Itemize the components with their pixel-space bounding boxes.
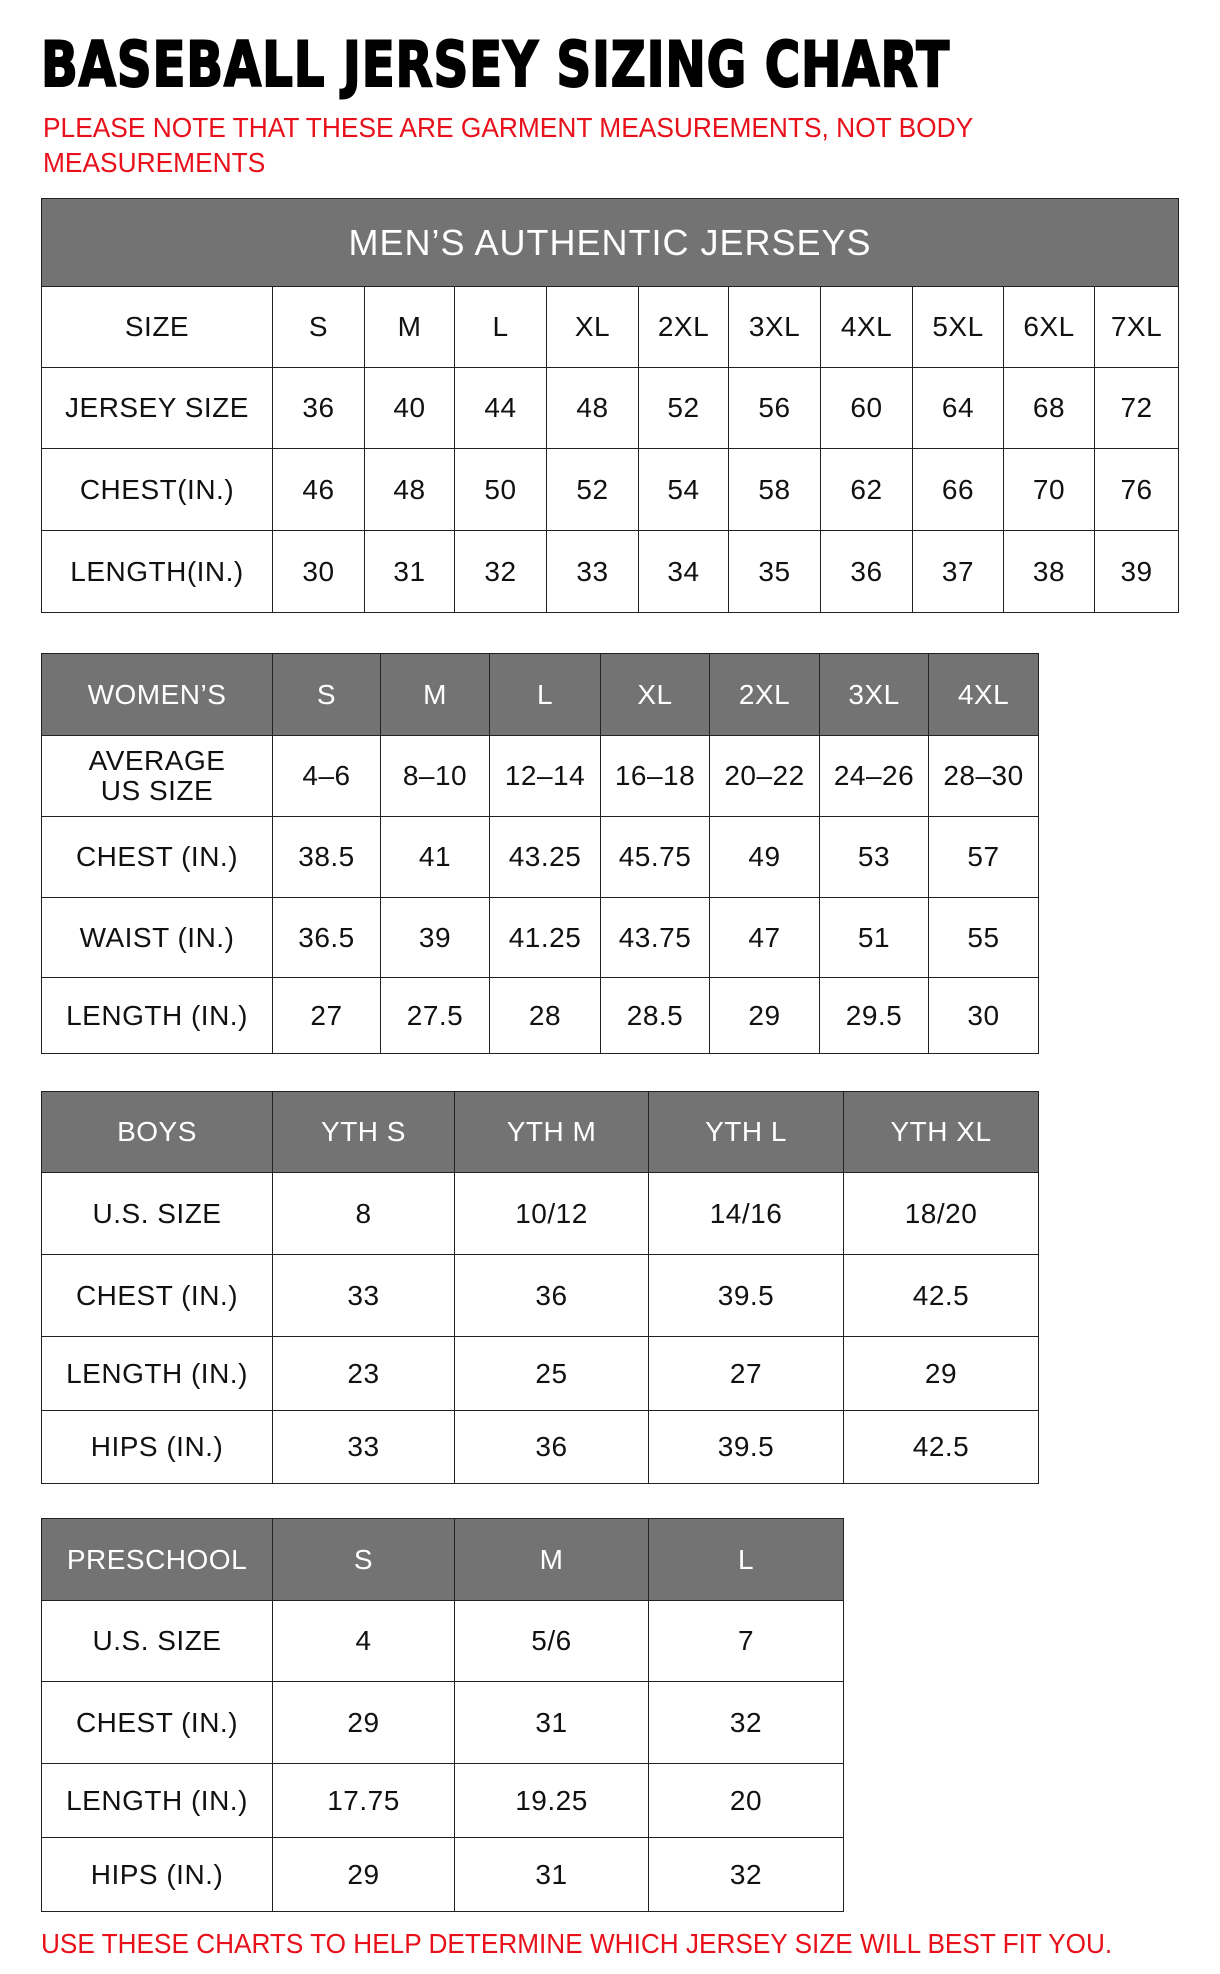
table-cell: 36 xyxy=(455,1255,649,1337)
table-cell: 49 xyxy=(710,817,820,898)
table-cell: 51 xyxy=(820,898,929,978)
table-cell: 33 xyxy=(547,531,639,613)
table-cell: 20 xyxy=(649,1764,844,1838)
table-cell: 28 xyxy=(490,978,601,1054)
table-cell: 50 xyxy=(455,449,547,531)
table-cell: 4–6 xyxy=(273,736,381,817)
table-cell: 52 xyxy=(639,368,729,449)
table-cell: 60 xyxy=(821,368,913,449)
row-label: LENGTH (IN.) xyxy=(42,1337,273,1411)
page-title: BASEBALL JERSEY SIZING CHART xyxy=(41,28,951,101)
size-column-header: 4XL xyxy=(929,654,1039,736)
table-cell: 58 xyxy=(729,449,821,531)
header-row xyxy=(42,654,1039,736)
row-label: AVERAGE US SIZE xyxy=(42,736,273,817)
table-cell: 27.5 xyxy=(381,978,490,1054)
row-label: HIPS (IN.) xyxy=(42,1411,273,1484)
table-row xyxy=(42,449,1179,531)
size-column-header: XL xyxy=(547,287,639,368)
table-cell: 70 xyxy=(1004,449,1095,531)
table-cell: 37 xyxy=(913,531,1004,613)
table-cell: 31 xyxy=(455,1682,649,1764)
table-row xyxy=(42,1601,844,1682)
table-cell: 45.75 xyxy=(601,817,710,898)
header-label: BOYS xyxy=(42,1092,273,1173)
table-cell: 25 xyxy=(455,1337,649,1411)
table-cell: 4 xyxy=(273,1601,455,1682)
table-cell: 68 xyxy=(1004,368,1095,449)
table-cell: 48 xyxy=(365,449,455,531)
table-row xyxy=(42,1682,844,1764)
table-cell: 32 xyxy=(455,531,547,613)
table-row xyxy=(42,531,1179,613)
table-row xyxy=(42,736,1039,817)
header-row xyxy=(42,1092,1039,1173)
size-column-header: XL xyxy=(601,654,710,736)
table-cell: 30 xyxy=(929,978,1039,1054)
table-cell: 46 xyxy=(273,449,365,531)
table-cell: 31 xyxy=(365,531,455,613)
row-label: CHEST(IN.) xyxy=(42,449,273,531)
table-cell: 29 xyxy=(273,1838,455,1912)
row-label: CHEST (IN.) xyxy=(42,817,273,898)
size-column-header: YTH XL xyxy=(844,1092,1039,1173)
table-cell: 28.5 xyxy=(601,978,710,1054)
table-row xyxy=(42,817,1039,898)
size-column-header: YTH L xyxy=(649,1092,844,1173)
table-cell: 19.25 xyxy=(455,1764,649,1838)
table-cell: 33 xyxy=(273,1255,455,1337)
table-cell: 31 xyxy=(455,1838,649,1912)
table-cell: 20–22 xyxy=(710,736,820,817)
table-cell: 62 xyxy=(821,449,913,531)
table-cell: 39.5 xyxy=(649,1411,844,1484)
table-cell: 41.25 xyxy=(490,898,601,978)
row-label: LENGTH (IN.) xyxy=(42,1764,273,1838)
table-cell: 29 xyxy=(710,978,820,1054)
row-label: JERSEY SIZE xyxy=(42,368,273,449)
size-column-header: M xyxy=(381,654,490,736)
table-row xyxy=(42,1337,1039,1411)
size-column-header: 6XL xyxy=(1004,287,1095,368)
table-cell: 28–30 xyxy=(929,736,1039,817)
table-cell: 43.25 xyxy=(490,817,601,898)
table-cell: 23 xyxy=(273,1337,455,1411)
table-cell: 47 xyxy=(710,898,820,978)
table-cell: 40 xyxy=(365,368,455,449)
table-cell: 12–14 xyxy=(490,736,601,817)
garment-measurement-note: PLEASE NOTE THAT THESE ARE GARMENT MEASUREMENTS, NOT BODY MEASUREMENTS xyxy=(43,112,973,178)
size-column-header: 4XL xyxy=(821,287,913,368)
table-cell: 10/12 xyxy=(455,1173,649,1255)
table-cell: 29 xyxy=(844,1337,1039,1411)
table-cell: 42.5 xyxy=(844,1255,1039,1337)
table-cell: 27 xyxy=(273,978,381,1054)
size-column-header: YTH M xyxy=(455,1092,649,1173)
table-cell: 38.5 xyxy=(273,817,381,898)
table-cell: 38 xyxy=(1004,531,1095,613)
footer-note: USE THESE CHARTS TO HELP DETERMINE WHICH JERSEY SIZE WILL BEST FIT YOU. xyxy=(41,1928,1113,1959)
table-cell: 29.5 xyxy=(820,978,929,1054)
size-column-header: L xyxy=(455,287,547,368)
table-cell: 27 xyxy=(649,1337,844,1411)
row-label: HIPS (IN.) xyxy=(42,1838,273,1912)
size-column-header: M xyxy=(455,1519,649,1601)
table-cell: 7 xyxy=(649,1601,844,1682)
size-column-header: S xyxy=(273,654,381,736)
size-column-header: L xyxy=(490,654,601,736)
table-cell: 29 xyxy=(273,1682,455,1764)
header-label: WOMEN’S xyxy=(42,654,273,736)
table-cell: 36 xyxy=(821,531,913,613)
table-cell: 36.5 xyxy=(273,898,381,978)
row-label: LENGTH(IN.) xyxy=(42,531,273,613)
row-label: CHEST (IN.) xyxy=(42,1682,273,1764)
table-cell: 39 xyxy=(1095,531,1179,613)
table-row xyxy=(42,1764,844,1838)
preschool-size-table xyxy=(41,1518,844,1912)
header-label: SIZE xyxy=(42,287,273,368)
table-title: MEN’S AUTHENTIC JERSEYS xyxy=(42,199,1179,287)
size-column-header: 5XL xyxy=(913,287,1004,368)
table-cell: 32 xyxy=(649,1838,844,1912)
table-row xyxy=(42,1173,1039,1255)
table-cell: 41 xyxy=(381,817,490,898)
size-column-header: L xyxy=(649,1519,844,1601)
boys-size-table xyxy=(41,1091,1039,1484)
table-cell: 16–18 xyxy=(601,736,710,817)
table-row xyxy=(42,1411,1039,1484)
table-cell: 33 xyxy=(273,1411,455,1484)
table-cell: 39.5 xyxy=(649,1255,844,1337)
row-label: U.S. SIZE xyxy=(42,1173,273,1255)
size-column-header: 2XL xyxy=(710,654,820,736)
table-cell: 57 xyxy=(929,817,1039,898)
row-label: CHEST (IN.) xyxy=(42,1255,273,1337)
size-column-header: S xyxy=(273,287,365,368)
table-cell: 34 xyxy=(639,531,729,613)
table-cell: 42.5 xyxy=(844,1411,1039,1484)
table-cell: 66 xyxy=(913,449,1004,531)
table-row xyxy=(42,368,1179,449)
table-cell: 39 xyxy=(381,898,490,978)
row-label: WAIST (IN.) xyxy=(42,898,273,978)
table-cell: 72 xyxy=(1095,368,1179,449)
table-cell: 44 xyxy=(455,368,547,449)
table-cell: 53 xyxy=(820,817,929,898)
table-cell: 8–10 xyxy=(381,736,490,817)
table-cell: 76 xyxy=(1095,449,1179,531)
header-row xyxy=(42,1519,844,1601)
table-row xyxy=(42,1838,844,1912)
table-cell: 43.75 xyxy=(601,898,710,978)
table-cell: 35 xyxy=(729,531,821,613)
size-column-header: 7XL xyxy=(1095,287,1179,368)
mens-size-table xyxy=(41,198,1179,613)
table-cell: 48 xyxy=(547,368,639,449)
table-row xyxy=(42,898,1039,978)
table-cell: 56 xyxy=(729,368,821,449)
table-cell: 54 xyxy=(639,449,729,531)
table-cell: 5/6 xyxy=(455,1601,649,1682)
table-cell: 36 xyxy=(455,1411,649,1484)
table-cell: 36 xyxy=(273,368,365,449)
table-cell: 14/16 xyxy=(649,1173,844,1255)
table-cell: 8 xyxy=(273,1173,455,1255)
table-cell: 18/20 xyxy=(844,1173,1039,1255)
size-column-header: 3XL xyxy=(729,287,821,368)
size-column-header: M xyxy=(365,287,455,368)
table-cell: 64 xyxy=(913,368,1004,449)
womens-size-table xyxy=(41,653,1039,1054)
table-cell: 24–26 xyxy=(820,736,929,817)
table-cell: 55 xyxy=(929,898,1039,978)
table-cell: 30 xyxy=(273,531,365,613)
table-cell: 32 xyxy=(649,1682,844,1764)
row-label: U.S. SIZE xyxy=(42,1601,273,1682)
row-label: LENGTH (IN.) xyxy=(42,978,273,1054)
table-row xyxy=(42,978,1039,1054)
table-cell: 52 xyxy=(547,449,639,531)
size-column-header: YTH S xyxy=(273,1092,455,1173)
size-column-header: 2XL xyxy=(639,287,729,368)
header-row xyxy=(42,287,1179,368)
header-label: PRESCHOOL xyxy=(42,1519,273,1601)
table-cell: 17.75 xyxy=(273,1764,455,1838)
table-row xyxy=(42,1255,1039,1337)
size-column-header: S xyxy=(273,1519,455,1601)
size-column-header: 3XL xyxy=(820,654,929,736)
